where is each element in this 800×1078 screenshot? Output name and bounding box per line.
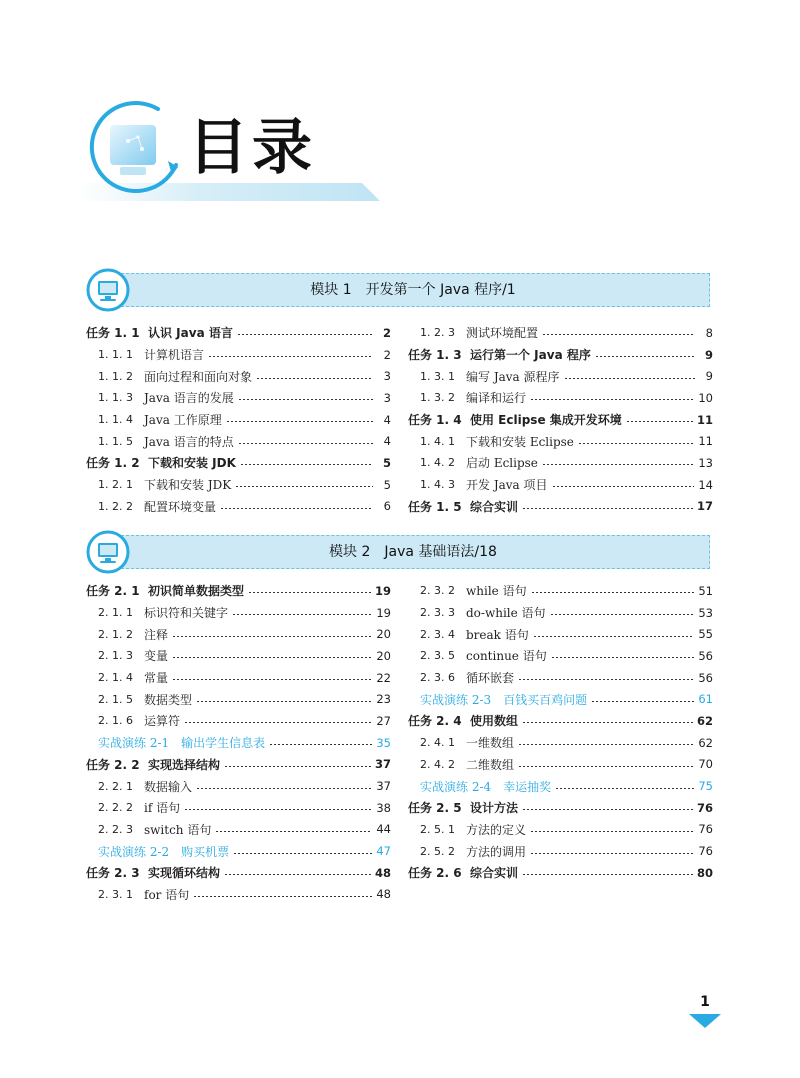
toc-page-number: 5	[383, 477, 391, 492]
toc-entry-title: 一维数组	[466, 736, 515, 751]
toc-entry-number: 任务 2. 6	[408, 866, 462, 881]
toc-page-number: 11	[698, 434, 713, 449]
toc-dot-leader	[208, 356, 373, 357]
toc-entry-title: do-while 语句	[466, 606, 546, 621]
toc-dot-leader	[248, 592, 371, 593]
toc-entry-title: switch 语句	[144, 822, 212, 837]
module-1-right-column	[408, 322, 713, 517]
toc-entry-number: 任务 1. 5	[408, 499, 462, 514]
toc-entry-title: 计算机语言	[144, 348, 205, 363]
toc-dot-leader	[626, 421, 693, 422]
toc-entry-title: 下载和安装 JDK	[144, 478, 232, 493]
toc-task-row[interactable]	[86, 322, 391, 344]
toc-section-row[interactable]	[408, 602, 713, 624]
toc-task-row[interactable]	[86, 754, 391, 776]
toc-entry-title: 方法的调用	[466, 844, 527, 859]
toc-dot-leader	[238, 443, 373, 444]
toc-page-number: 53	[698, 605, 713, 620]
toc-entry-number: 任务 2. 5	[408, 801, 462, 816]
toc-page-number: 70	[698, 757, 713, 772]
module-1-header	[86, 268, 710, 312]
toc-page-number: 23	[376, 692, 391, 707]
toc-entry-number: 1. 3. 2	[420, 391, 455, 405]
toc-section-row[interactable]	[408, 732, 713, 754]
toc-entry-number: 1. 3. 1	[420, 369, 455, 383]
toc-section-row[interactable]	[408, 667, 713, 689]
module-2-header	[86, 530, 710, 574]
toc-task-row[interactable]	[408, 797, 713, 819]
toc-entry-number: 2. 2. 3	[98, 822, 133, 836]
title-block	[80, 95, 400, 210]
toc-entry-title: 实战演练 2-2 购买机票	[98, 844, 230, 859]
toc-entry-number: 1. 1. 3	[98, 391, 133, 405]
toc-entry-title: 面向过程和面向对象	[144, 369, 253, 384]
toc-dot-leader	[220, 508, 373, 509]
toc-dot-leader	[193, 896, 372, 897]
module-2-left-column	[86, 580, 391, 905]
toc-entry-number: 2. 1. 2	[98, 627, 133, 641]
toc-section-row[interactable]	[408, 322, 713, 344]
toc-dot-leader	[226, 421, 373, 422]
toc-entry-number: 1. 2. 2	[98, 499, 133, 513]
toc-dot-leader	[233, 853, 372, 854]
toc-entry-title: continue 语句	[466, 649, 547, 664]
toc-entry-title: for 语句	[144, 887, 190, 902]
toc-entry-number: 任务 2. 1	[86, 584, 140, 599]
toc-page-number: 62	[696, 713, 713, 728]
toc-page-number: 37	[374, 757, 391, 772]
toc-section-row[interactable]	[408, 365, 713, 387]
toc-entry-title: 数据输入	[144, 779, 193, 794]
toc-section-row[interactable]	[408, 819, 713, 841]
toc-dot-leader	[518, 744, 694, 745]
toc-entry-number: 2. 1. 5	[98, 692, 133, 706]
toc-entry-number: 1. 1. 1	[98, 348, 133, 362]
module-1-title: 模块 1 开发第一个 Java 程序/1	[310, 282, 516, 298]
toc-section-row[interactable]	[86, 688, 391, 710]
toc-section-row[interactable]	[86, 797, 391, 819]
toc-entry-title: 实现选择结构	[148, 757, 221, 772]
toc-page-number: 56	[698, 670, 713, 685]
toc-page-number: 9	[705, 369, 713, 384]
toc-entry-title: while 语句	[466, 584, 527, 599]
page-number: 1	[700, 994, 710, 1010]
toc-entry-number: 2. 2. 1	[98, 779, 133, 793]
page-title: 目录	[188, 113, 316, 183]
toc-entry-title: 循环嵌套	[466, 671, 515, 686]
toc-entry-title: 实战演练 2-4 幸运抽奖	[420, 779, 552, 794]
toc-dot-leader	[232, 614, 372, 615]
triangle-down-icon	[689, 1014, 721, 1028]
toc-page-number: 3	[383, 369, 391, 384]
toc-section-row[interactable]	[86, 344, 391, 366]
toc-section-row[interactable]	[86, 645, 391, 667]
toc-entry-number: 1. 2. 1	[98, 478, 133, 492]
toc-entry-title: 数据类型	[144, 692, 193, 707]
toc-dot-leader	[531, 592, 695, 593]
toc-page-number: 2	[382, 325, 391, 340]
toc-dot-leader	[215, 831, 372, 832]
toc-task-row[interactable]	[86, 862, 391, 884]
toc-entry-title: 测试环境配置	[466, 326, 539, 341]
toc-entry-title: 综合实训	[470, 499, 519, 514]
toc-dot-leader	[530, 831, 694, 832]
toc-dot-leader	[172, 657, 372, 658]
toc-entry-title: 注释	[144, 627, 169, 642]
toc-section-row[interactable]	[86, 884, 391, 906]
toc-page-number: 22	[376, 670, 391, 685]
toc-entry-title: Java 语言的特点	[144, 434, 234, 449]
toc-entry-title: 使用数组	[470, 714, 519, 729]
toc-dot-leader	[184, 722, 372, 723]
toc-page-number: 80	[696, 865, 713, 880]
toc-section-row[interactable]	[86, 775, 391, 797]
toc-entry-title: 实战演练 2-1 输出学生信息表	[98, 736, 266, 751]
toc-page-number: 20	[376, 627, 391, 642]
module-2-title: 模块 2 Java 基础语法/18	[329, 544, 497, 560]
toc-dot-leader	[542, 334, 695, 335]
toc-practice-row[interactable]	[408, 688, 713, 710]
toc-page-number: 19	[376, 605, 391, 620]
toc-page-number: 75	[698, 779, 713, 794]
toc-page-number: 56	[698, 648, 713, 663]
toc-section-row[interactable]	[86, 474, 391, 496]
toc-entry-number: 任务 1. 3	[408, 348, 462, 363]
toc-entry-number: 1. 4. 3	[420, 478, 455, 492]
toc-entry-number: 2. 3. 1	[98, 887, 133, 901]
toc-entry-title: 启动 Eclipse	[466, 456, 538, 471]
toc-entry-title: break 语句	[466, 627, 529, 642]
toc-dot-leader	[184, 809, 372, 810]
toc-dot-leader	[551, 657, 695, 658]
toc-entry-number: 1. 1. 2	[98, 369, 133, 383]
toc-entry-number: 2. 2. 2	[98, 801, 133, 815]
toc-entry-title: 变量	[144, 649, 169, 664]
toc-section-row[interactable]	[408, 754, 713, 776]
toc-dot-leader	[522, 874, 693, 875]
toc-dot-leader	[518, 766, 694, 767]
toc-dot-leader	[555, 788, 694, 789]
toc-dot-leader	[522, 508, 693, 509]
toc-task-row[interactable]	[408, 409, 713, 431]
toc-entry-title: 运算符	[144, 714, 181, 729]
toc-section-row[interactable]	[86, 365, 391, 387]
toc-page-number: 76	[696, 800, 713, 815]
toc-dot-leader	[518, 679, 694, 680]
toc-page-number: 55	[698, 627, 713, 642]
toc-entry-title: 编写 Java 源程序	[466, 369, 560, 384]
toc-entry-number: 2. 3. 4	[420, 627, 455, 641]
toc-entry-number: 任务 2. 4	[408, 714, 462, 729]
toc-section-row[interactable]	[408, 580, 713, 602]
toc-entry-number: 2. 1. 1	[98, 606, 133, 620]
toc-entry-number: 1. 4. 2	[420, 456, 455, 470]
toc-practice-row[interactable]	[86, 732, 391, 754]
toc-dot-leader	[552, 486, 695, 487]
toc-entry-title: 下载和安装 Eclipse	[466, 434, 574, 449]
toc-practice-row[interactable]	[408, 775, 713, 797]
toc-task-row[interactable]	[86, 580, 391, 602]
toc-page-number: 13	[698, 455, 713, 470]
toc-page-number: 61	[698, 692, 713, 707]
toc-section-row[interactable]	[86, 430, 391, 452]
toc-section-row[interactable]	[86, 710, 391, 732]
toc-page-number: 5	[382, 455, 391, 470]
toc-page-number: 20	[376, 648, 391, 663]
toc-dot-leader	[550, 614, 695, 615]
toc-task-row[interactable]	[408, 862, 713, 884]
toc-section-row[interactable]	[408, 645, 713, 667]
toc-page-number: 76	[698, 822, 713, 837]
toc-entry-number: 2. 3. 2	[420, 584, 455, 598]
toc-entry-number: 1. 4. 1	[420, 434, 455, 448]
toc-entry-number: 2. 3. 6	[420, 671, 455, 685]
toc-task-row[interactable]	[86, 452, 391, 474]
toc-entry-number: 2. 5. 2	[420, 844, 455, 858]
toc-entry-title: 综合实训	[470, 866, 519, 881]
toc-entry-title: 编译和运行	[466, 391, 527, 406]
toc-entry-number: 任务 2. 2	[86, 757, 140, 772]
toc-entry-number: 2. 4. 1	[420, 736, 455, 750]
toc-dot-leader	[530, 399, 694, 400]
toc-page-number: 14	[698, 477, 713, 492]
monitor-icon	[86, 268, 130, 312]
toc-page-number: 17	[696, 499, 713, 514]
toc-entry-number: 2. 4. 2	[420, 757, 455, 771]
toc-entry-number: 2. 1. 6	[98, 714, 133, 728]
toc-dot-leader	[591, 701, 694, 702]
toc-entry-number: 1. 1. 5	[98, 434, 133, 448]
toc-dot-leader	[578, 443, 694, 444]
toc-dot-leader	[533, 636, 695, 637]
toc-dot-leader	[224, 766, 371, 767]
toc-entry-number: 任务 1. 1	[86, 326, 140, 341]
toc-page-number: 76	[698, 844, 713, 859]
toc-page-number: 44	[376, 822, 391, 837]
toc-entry-number: 任务 1. 2	[86, 456, 140, 471]
toc-dot-leader	[224, 874, 371, 875]
toc-entry-title: 设计方法	[470, 801, 519, 816]
toc-page-number: 51	[698, 583, 713, 598]
toc-dot-leader	[172, 636, 372, 637]
toc-entry-title: 使用 Eclipse 集成开发环境	[470, 413, 622, 428]
toc-page-number: 6	[383, 499, 391, 514]
toc-page-number: 9	[704, 347, 713, 362]
toc-entry-number: 2. 3. 5	[420, 649, 455, 663]
toc-dot-leader	[235, 486, 373, 487]
toc-page-number: 8	[705, 325, 713, 340]
toc-dot-leader	[237, 334, 373, 335]
toc-practice-row[interactable]	[86, 840, 391, 862]
toc-entry-number: 任务 2. 3	[86, 866, 140, 881]
toc-section-row[interactable]	[86, 667, 391, 689]
toc-entry-title: Java 工作原理	[144, 413, 222, 428]
toc-dot-leader	[522, 722, 693, 723]
toc-section-row[interactable]	[408, 430, 713, 452]
toc-entry-title: 实战演练 2-3 百钱买百鸡问题	[420, 692, 588, 707]
toc-entry-title: 运行第一个 Java 程序	[470, 348, 591, 363]
toc-page-number: 19	[374, 583, 391, 598]
toc-dot-leader	[595, 356, 695, 357]
toc-dot-leader	[240, 464, 373, 465]
toc-entry-number: 2. 1. 3	[98, 649, 133, 663]
toc-page-number: 62	[698, 735, 713, 750]
toc-entry-title: Java 语言的发展	[144, 391, 234, 406]
toc-page-number: 11	[696, 412, 713, 427]
toc-task-row[interactable]	[408, 496, 713, 518]
module-1-left-column	[86, 322, 391, 517]
toc-entry-title: 实现循环结构	[148, 866, 221, 881]
toc-page-number: 4	[383, 434, 391, 449]
toc-page-number: 2	[383, 347, 391, 362]
toc-entry-title: 方法的定义	[466, 822, 527, 837]
toc-entry-title: 认识 Java 语言	[148, 326, 233, 341]
toc-page-number: 10	[698, 390, 713, 405]
toc-page-number: 37	[376, 779, 391, 794]
toc-dot-leader	[564, 378, 695, 379]
toc-page-number: 35	[376, 735, 391, 750]
toc-entry-title: 二维数组	[466, 757, 515, 772]
toc-dot-leader	[196, 701, 372, 702]
toc-dot-leader	[522, 809, 693, 810]
module-2-right-column	[408, 580, 713, 884]
toc-entry-number: 1. 2. 3	[420, 326, 455, 340]
monitor-swirl-icon	[80, 95, 190, 205]
toc-entry-title: 开发 Java 项目	[466, 478, 548, 493]
toc-section-row[interactable]	[408, 623, 713, 645]
toc-section-row[interactable]	[86, 387, 391, 409]
toc-dot-leader	[269, 744, 372, 745]
toc-entry-title: 下载和安装 JDK	[148, 456, 236, 471]
toc-section-row[interactable]	[86, 496, 391, 518]
toc-dot-leader	[256, 378, 373, 379]
toc-entry-number: 任务 1. 4	[408, 413, 462, 428]
toc-page-number: 47	[376, 844, 391, 859]
toc-entry-number: 2. 1. 4	[98, 671, 133, 685]
toc-task-row[interactable]	[408, 344, 713, 366]
toc-section-row[interactable]	[86, 623, 391, 645]
toc-page-number: 48	[376, 887, 391, 902]
toc-page-number: 38	[376, 800, 391, 815]
toc-section-row[interactable]	[408, 474, 713, 496]
toc-page-number: 4	[383, 412, 391, 427]
toc-page-number: 3	[383, 390, 391, 405]
toc-section-row[interactable]	[408, 387, 713, 409]
toc-section-row[interactable]	[86, 819, 391, 841]
toc-dot-leader	[238, 399, 373, 400]
toc-entry-number: 2. 3. 3	[420, 606, 455, 620]
monitor-icon	[86, 530, 130, 574]
toc-section-row[interactable]	[86, 602, 391, 624]
toc-task-row[interactable]	[408, 710, 713, 732]
toc-entry-title: 常量	[144, 671, 169, 686]
toc-page-number: 27	[376, 713, 391, 728]
toc-page-number: 48	[374, 865, 391, 880]
toc-entry-number: 1. 1. 4	[98, 413, 133, 427]
toc-dot-leader	[196, 788, 372, 789]
toc-section-row[interactable]	[86, 409, 391, 431]
toc-entry-title: 配置环境变量	[144, 499, 217, 514]
toc-section-row[interactable]	[408, 452, 713, 474]
toc-entry-number: 2. 5. 1	[420, 822, 455, 836]
toc-dot-leader	[530, 853, 694, 854]
toc-dot-leader	[172, 679, 372, 680]
toc-entry-title: 初识简单数据类型	[148, 584, 245, 599]
toc-section-row[interactable]	[408, 840, 713, 862]
toc-dot-leader	[542, 464, 694, 465]
toc-entry-title: 标识符和关键字	[144, 606, 229, 621]
toc-entry-title: if 语句	[144, 801, 181, 816]
